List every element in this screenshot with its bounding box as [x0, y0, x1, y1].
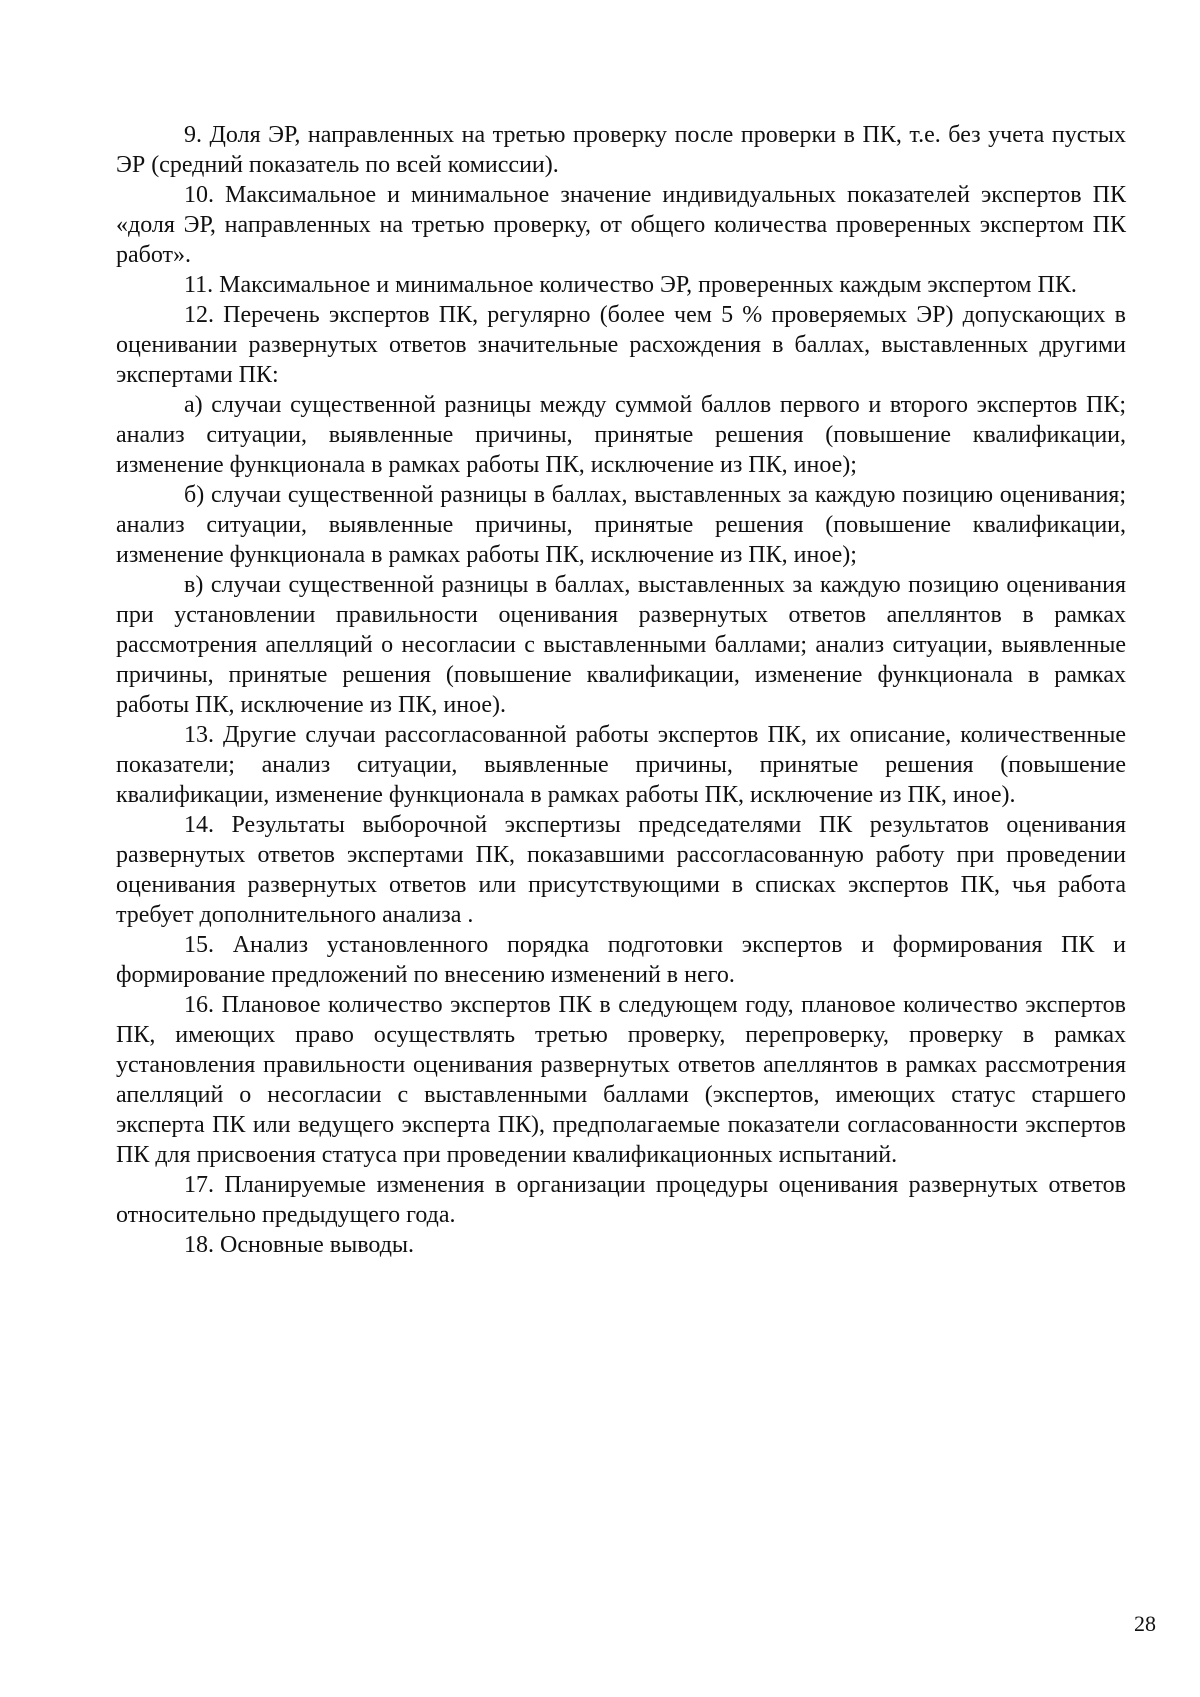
paragraph-item-17: 17. Планируемые изменения в организации процедуры оценивания развернутых ответов относительно предыдущего года.	[116, 1172, 1126, 1228]
paragraph-item-16: 16. Плановое количество экспертов ПК в следующем году, плановое количество экспертов ПК, имеющих право осуществлять третью проверку, перепроверку, проверку в рамках установления правильности оценивания развернутых ответов апеллянтов в рамках рассмотрения апелляций о несогласии с выставленными баллами (экспертов, имеющих статус старшего эксперта ПК или ведущего эксперта ПК), предполагаемые показатели согласованности экспертов ПК для присвоения статуса при проведении квалификационных испытаний.	[116, 992, 1126, 1168]
paragraph-item-13: 13. Другие случаи рассогласованной работы экспертов ПК, их описание, количественные показатели; анализ ситуации, выявленные причины, принятые решения (повышение квалификации, изменение функционала в рамках работы ПК, исключение из ПК, иное).	[116, 722, 1126, 808]
paragraph-item-15: 15. Анализ установленного порядка подготовки экспертов и формирования ПК и формирование предложений по внесению изменений в него.	[116, 932, 1126, 988]
paragraph-subitem-v: в) случаи существенной разницы в баллах, выставленных за каждую позицию оценивания при установлении правильности оценивания развернутых ответов апеллянтов в рамках рассмотрения апелляций о несогласии с выставленными баллами; анализ ситуации, выявленные причины, принятые решения (повышение квалификации, изменение функционала в рамках работы ПК, исключение из ПК, иное).	[116, 572, 1126, 718]
paragraph-item-18: 18. Основные выводы.	[184, 1232, 415, 1258]
paragraph-subitem-a: а) случаи существенной разницы между суммой баллов первого и второго экспертов ПК; анализ ситуации, выявленные причины, принятые решения (повышение квалификации, изменение функционала в рамках работы ПК, исключение из ПК, иное);	[116, 392, 1126, 478]
paragraph-item-10: 10. Максимальное и минимальное значение индивидуальных показателей экспертов ПК «доля ЭР, направленных на третью проверку, от общего количества проверенных экспертом ПК работ».	[116, 182, 1126, 268]
paragraph-item-14: 14. Результаты выборочной экспертизы председателями ПК результатов оценивания развернутых ответов экспертами ПК, показавшими рассогласованную работу при проведении оценивания развернутых ответов или присутствующими в списках экспертов ПК, чья работа требует дополнительного анализа .	[116, 812, 1126, 928]
paragraph-item-11: 11. Максимальное и минимальное количество ЭР, проверенных каждым экспертом ПК.	[184, 272, 1077, 298]
document-body	[116, 120, 1126, 1260]
page-number: 28	[1134, 1611, 1156, 1636]
paragraph-item-12: 12. Перечень экспертов ПК, регулярно (более чем 5 % проверяемых ЭР) допускающих в оценивании развернутых ответов значительные расхождения в баллах, выставленных другими экспертами ПК:	[116, 302, 1126, 388]
paragraph-subitem-b: б) случаи существенной разницы в баллах, выставленных за каждую позицию оценивания; анализ ситуации, выявленные причины, принятые решения (повышение квалификации, изменение функционала в рамках работы ПК, исключение из ПК, иное);	[116, 482, 1126, 568]
paragraph-item-9: 9. Доля ЭР, направленных на третью проверку после проверки в ПК, т.е. без учета пустых ЭР (средний показатель по всей комиссии).	[116, 122, 1126, 178]
